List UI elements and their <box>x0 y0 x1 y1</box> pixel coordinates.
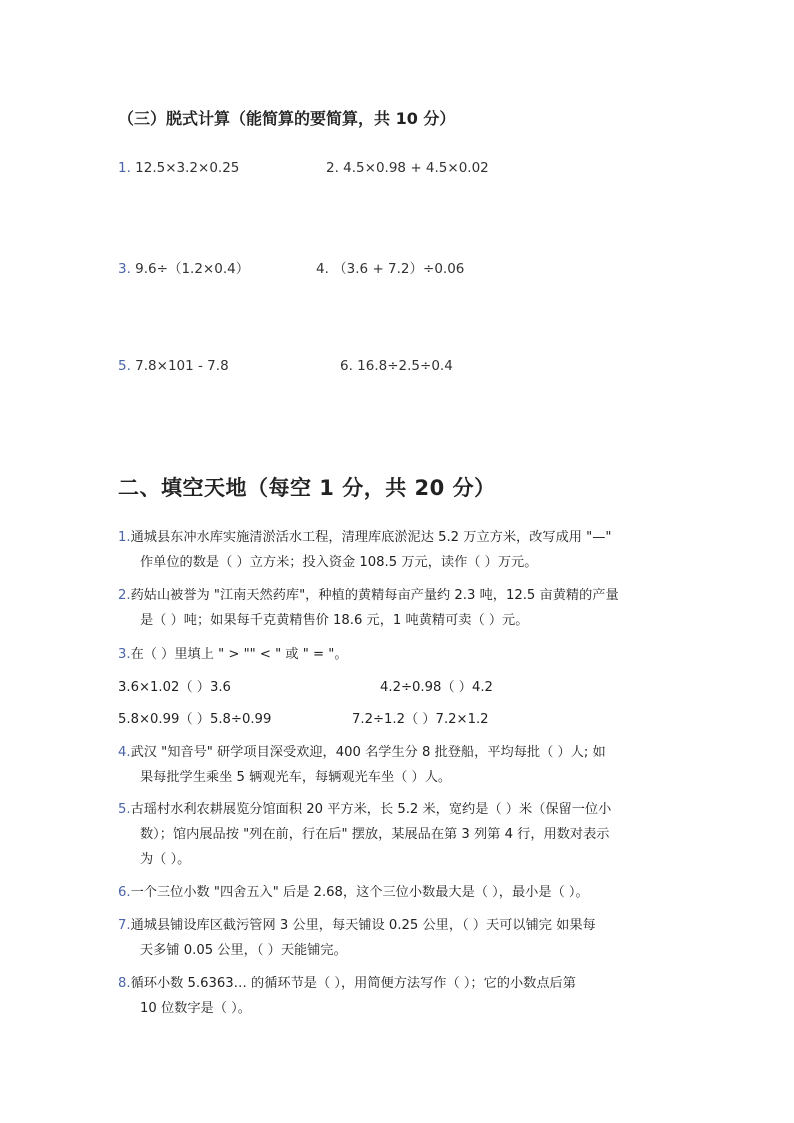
question-8-line-1 <box>118 972 576 991</box>
question-5-line-3: 为（ ）。 <box>140 852 191 867</box>
question-number: 3. <box>118 647 131 662</box>
item-number: 3. <box>118 261 131 277</box>
question-text: 在（ ）里填上 " > "" < " 或 " = "。 <box>130 647 348 662</box>
question-4-line-2: 果每批学生乘坐 5 辆观光车，每辆观光车坐（ ）人。 <box>140 770 452 785</box>
question-2-line-2: 是（ ）吨；如果每千克黄精售价 18.6 元，1 吨黄精可卖（ ）元。 <box>140 613 529 628</box>
calc-item-2 <box>326 160 489 176</box>
question-number: 8. <box>118 976 131 991</box>
calc-item-4 <box>316 257 464 277</box>
item-number: 2. <box>326 160 339 176</box>
calc-expression: （3.6 + 7.2）÷0.06 <box>328 261 465 277</box>
calc-item-1 <box>118 160 239 176</box>
question-6-line-1 <box>118 881 589 900</box>
question-number: 2. <box>118 588 131 603</box>
calc-item-5 <box>118 358 229 374</box>
question-number: 7. <box>118 918 131 933</box>
section2-title: 二、填空天地（每空 1 分，共 20 分） <box>118 476 496 500</box>
calc-item-6 <box>340 358 453 374</box>
question-text: 药姑山被誉为 "江南天然药库"，种植的黄精每亩产量约 2.3 吨，12.5 亩黄精的产量 <box>130 588 619 603</box>
question-8-line-2: 10 位数字是（ ）。 <box>140 1001 251 1016</box>
compare-1a: 3.6×1.02（ ）3.6 <box>118 680 231 695</box>
question-7-line-1 <box>118 914 596 933</box>
question-5-line-1 <box>118 798 611 817</box>
question-text: 武汉 "知音号" 研学项目深受欢迎，400 名学生分 8 批登船，平均每批（ ）人; 如 <box>130 745 606 760</box>
question-text: 古瑶村水利农耕展览分馆面积 20 平方米，长 5.2 米，宽约是（ ）米（保留一位小 <box>130 802 612 817</box>
calc-expression: 12.5×3.2×0.25 <box>130 160 240 176</box>
question-7-line-2: 天多铺 0.05 公里，（ ）天能铺完。 <box>140 943 347 958</box>
question-text: 通城县铺设库区截污管网 3 公里，每天铺设 0.25 公里，（ ）天可以铺完 如果每 <box>130 918 596 933</box>
item-number: 1. <box>118 160 131 176</box>
question-4-line-1 <box>118 741 606 760</box>
question-number: 4. <box>118 745 131 760</box>
section3-title: （三）脱式计算（能简算的要简算，共 10 分） <box>118 109 456 128</box>
question-number: 5. <box>118 802 131 817</box>
compare-2a: 5.8×0.99（ ）5.8÷0.99 <box>118 712 272 727</box>
question-2-line-1 <box>118 584 619 603</box>
calc-item-3 <box>118 257 249 277</box>
question-text: 循环小数 5.6363… 的循环节是（ ），用简便方法写作（ ）；它的小数点后第 <box>130 976 576 991</box>
compare-2b: 7.2÷1.2（ ）7.2×1.2 <box>352 712 489 727</box>
calc-expression: 9.6÷（1.2×0.4） <box>130 261 250 277</box>
question-number: 1. <box>118 530 131 545</box>
question-1-line-2: 作单位的数是（ ）立方米；投入资金 108.5 万元，读作（ ）万元。 <box>140 555 538 570</box>
question-number: 6. <box>118 885 131 900</box>
item-number: 5. <box>118 358 131 374</box>
question-text: 一个三位小数 "四舍五入" 后是 2.68，这个三位小数最大是（ ），最小是（ ）。 <box>130 885 589 900</box>
calc-expression: 4.5×0.98 + 4.5×0.02 <box>338 160 489 176</box>
calc-expression: 16.8÷2.5÷0.4 <box>352 358 453 374</box>
question-text: 通城县东冲水库实施清淤活水工程，清理库底淤泥达 5.2 万立方米，改写成用 "—" <box>130 530 612 545</box>
question-1-line-1 <box>118 526 611 545</box>
question-5-line-2: 数）；馆内展品按 "列在前，行在后" 摆放，某展品在第 3 列第 4 行，用数对表示 <box>140 827 610 842</box>
question-3-line-1 <box>118 643 348 662</box>
item-number: 6. <box>340 358 353 374</box>
compare-1b: 4.2÷0.98（ ）4.2 <box>380 680 493 695</box>
item-number: 4. <box>316 261 329 277</box>
calc-expression: 7.8×101 - 7.8 <box>130 358 229 374</box>
